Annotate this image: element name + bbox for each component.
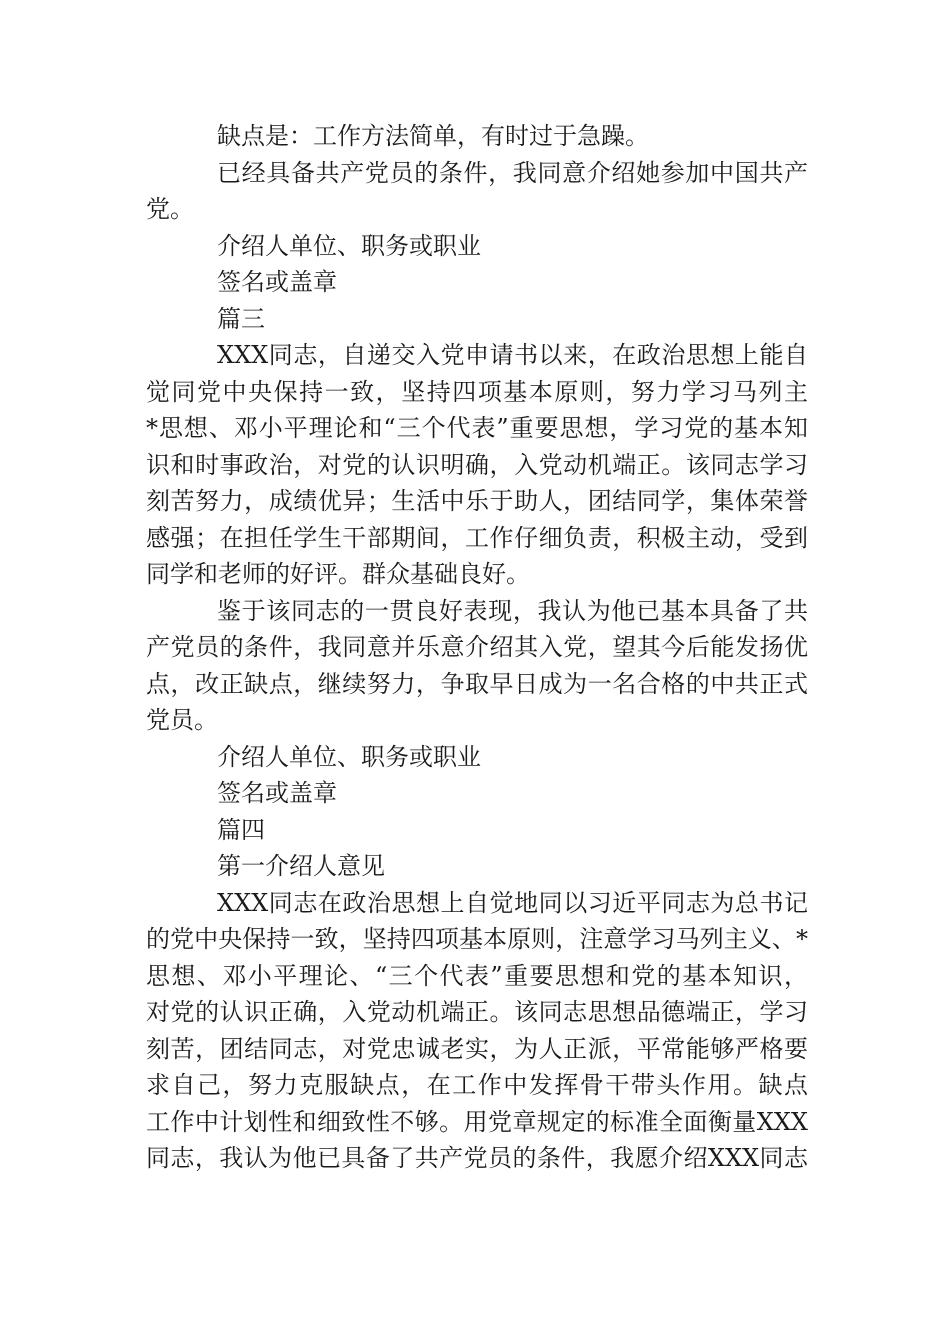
text-line: 产党员的条件，我同意并乐意介绍其入党，望其今后能发扬优 — [146, 633, 808, 661]
text-line: 党员。 — [146, 706, 218, 734]
text-line: 对党的认识正确，入党动机端正。该同志思想品德端正，学习 — [146, 998, 808, 1026]
text-line: 识和时事政治，对党的认识明确，入党动机端正。该同志学习 — [146, 450, 808, 479]
text-line: 缺点是：工作方法简单，有时过于急躁。 — [217, 122, 649, 150]
text-line: 同学和老师的好评。群众基础良好。 — [146, 560, 530, 588]
text-line: 签名或盖章 — [217, 779, 337, 807]
text-line: 思想、邓小平理论、“三个代表”重要思想和党的基本知识， — [146, 961, 808, 990]
text-line: 签名或盖章 — [217, 268, 337, 296]
text-line: 的党中央保持一致，坚持四项基本原则，注意学习马列主义、* — [146, 925, 808, 953]
section-heading: 篇四 — [217, 815, 265, 844]
section-heading: 篇三 — [217, 304, 265, 333]
text-line: XXX同志在政治思想上自觉地同以习近平同志为总书记 — [217, 888, 808, 917]
text-line: 党。 — [146, 195, 194, 223]
text-line: 求自己，努力克服缺点，在工作中发挥骨干带头作用。缺点 — [146, 1071, 808, 1099]
text-line: 刻苦努力，成绩优异；生活中乐于助人，团结同学，集体荣誉 — [146, 487, 808, 515]
text-line: *思想、邓小平理论和“三个代表”重要思想，学习党的基本知 — [146, 414, 808, 442]
text-line: 介绍人单位、职务或职业 — [217, 231, 481, 260]
text-line: 介绍人单位、职务或职业 — [217, 742, 481, 771]
text-line: 鉴于该同志的一贯良好表现，我认为他已基本具备了共 — [217, 596, 808, 625]
text-line: 感强；在担任学生干部期间，工作仔细负责，积极主动，受到 — [146, 523, 808, 552]
document-body — [146, 118, 808, 1177]
text-line: XXX同志，自递交入党申请书以来，在政治思想上能自 — [217, 341, 808, 369]
subsection-heading: 第一介绍人意见 — [217, 852, 385, 880]
text-line: 觉同党中央保持一致，坚持四项基本原则，努力学习马列主 — [146, 377, 808, 406]
text-line: 点，改正缺点，继续努力，争取早日成为一名合格的中共正式 — [146, 669, 808, 698]
text-line: 已经具备共产党员的条件，我同意介绍她参加中国共产 — [217, 158, 808, 187]
text-line: 刻苦，团结同志，对党忠诚老实，为人正派，平常能够严格要 — [146, 1034, 808, 1063]
text-line: 同志，我认为他已具备了共产党员的条件，我愿介绍XXX同志 — [146, 1144, 808, 1172]
text-line: 工作中计划性和细致性不够。用党章规定的标准全面衡量XXX — [146, 1107, 808, 1136]
